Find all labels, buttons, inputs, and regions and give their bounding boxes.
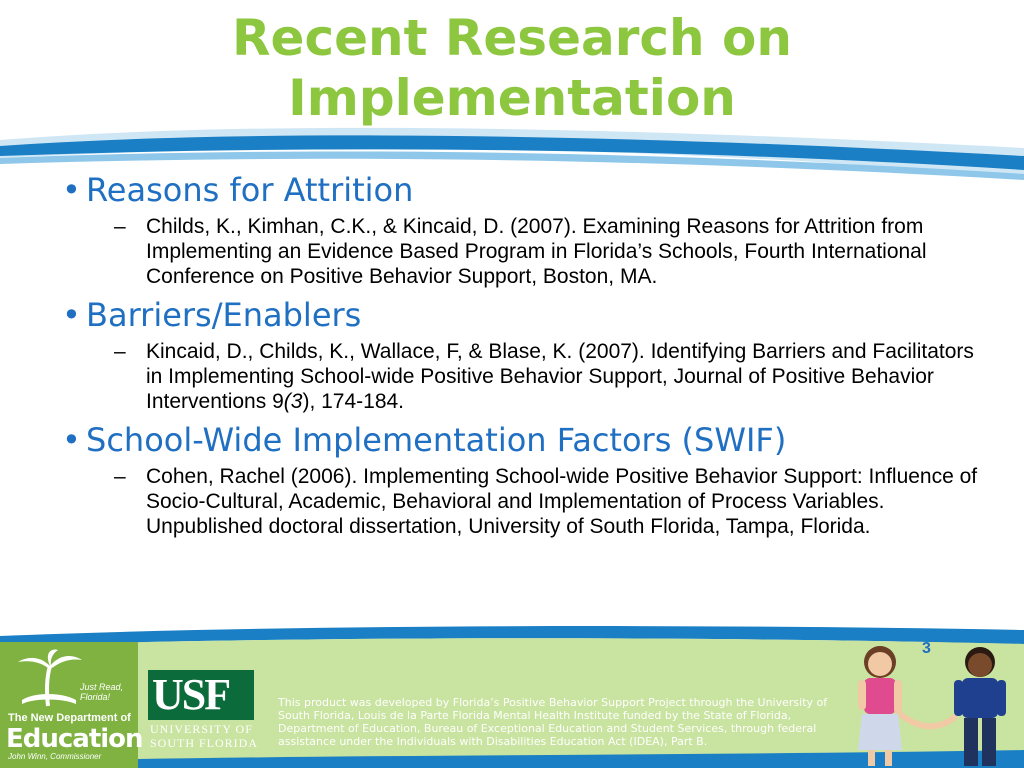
- bullet-heading: Barriers/Enablers: [86, 296, 362, 334]
- children-illustration: [840, 640, 1024, 768]
- dash-marker: –: [114, 215, 126, 238]
- citation-childs-2007: [62, 214, 982, 289]
- slide-title: [0, 8, 1024, 128]
- dash-marker: –: [114, 465, 126, 488]
- usf-line-2: SOUTH FLORIDA: [150, 736, 259, 750]
- funding-disclaimer: This product was developed by Florida’s Positive Behavior Support Project through the University of South Florida, Louis de la Parte Florida Mental Health Institute funded by the State of Florida, Department of Education, Bureau of Exceptional Education and Student Services, through federal assistance under the Individuals with Disabilities Education Act (IDEA), Part B.: [278, 696, 828, 748]
- citation-issue: (3: [283, 390, 303, 413]
- slide-content: [62, 170, 982, 545]
- bullet-reasons-for-attrition: [62, 170, 982, 210]
- palm-tree-icon: [14, 648, 84, 708]
- usf-name: [150, 722, 258, 750]
- bullet-barriers-enablers: [62, 295, 982, 335]
- bullet-heading: School-Wide Implementation Factors (SWIF): [86, 421, 787, 459]
- fl-tagline: Just Read, Florida!: [80, 682, 124, 702]
- fl-education-text: Education: [6, 724, 143, 754]
- citation-kincaid-2007: [62, 339, 982, 414]
- bullet-dot: •: [62, 296, 81, 334]
- usf-logo-text: USF: [152, 670, 230, 719]
- bullet-swif: [62, 420, 982, 460]
- citation-text: Childs, K., Kimhan, C.K., & Kincaid, D. (2007). Examining Reasons for Attrition from Implementing an Evidence Based Program in Florida’s Schools, Fourth International Conference on Positive Behavior Support, Boston, MA.: [146, 215, 927, 288]
- title-line-2: Implementation: [288, 69, 736, 127]
- citation-text: Kincaid, D., Childs, K., Wallace, F, & Blase, K. (2007). Identifying Barriers and Facilitators in Implementing School-wide Positive Behavior Support, Journal of Positive Behavior Interventions 9: [146, 340, 974, 413]
- fl-dept-text: The New Department of: [8, 712, 131, 724]
- citation-text: Cohen, Rachel (2006). Implementing School-wide Positive Behavior Support: Influence of Socio-Cultural, Academic, Behavioral and Implementation of Process Variables. Unpublished doctoral dissertation, University of South Florida, Tampa, Florida.: [146, 465, 978, 538]
- title-line-1: Recent Research on: [232, 9, 792, 67]
- citation-cohen-2006: [62, 464, 982, 539]
- citation-pages: ), 174-184.: [302, 390, 405, 413]
- page-number: 3: [922, 640, 931, 657]
- bullet-heading: Reasons for Attrition: [86, 171, 414, 209]
- bullet-dot: •: [62, 421, 81, 459]
- usf-line-1: UNIVERSITY OF: [150, 722, 253, 736]
- fl-commissioner-text: John Winn, Commissioner: [8, 752, 102, 761]
- dash-marker: –: [114, 340, 126, 363]
- bullet-dot: •: [62, 171, 81, 209]
